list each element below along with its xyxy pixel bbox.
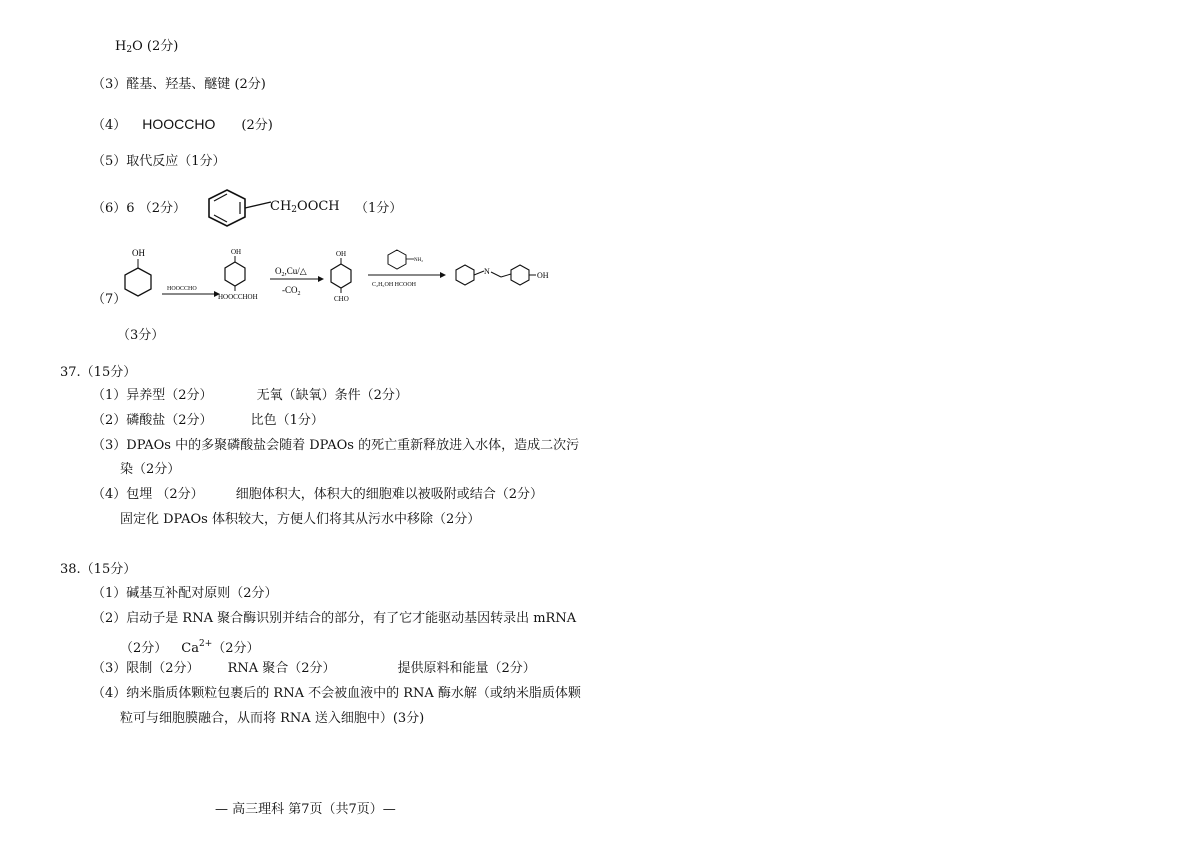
q36-part6 [92,200,186,218]
score: （1分） [355,201,403,216]
q37-part4 [92,486,543,504]
formula: HOOCCHO [142,116,216,132]
benzyl-formate-formula [270,198,340,219]
synthesis-route-diagram [110,244,580,314]
product2-cho-label: CHO [334,295,349,303]
part-number: （2） [92,611,127,626]
reagent2-below-sub: 2 [297,291,301,297]
q36-part5 [92,153,226,171]
formula-ch: CH [270,199,292,214]
q37-part3-cont [120,461,180,479]
product1-oh-label: OH [231,248,242,256]
q38-part2 [92,610,576,628]
answer-line1: 纳米脂质体颗粒包裹后的 RNA 不会被血液中的 RNA 酶水解（或纳米脂质体颗 [126,686,581,701]
q38-part4 [92,685,581,703]
part-number: （6） [92,201,127,216]
answer-text: 6 [126,201,135,216]
answer-a: 磷酸盐（2分） [126,413,213,428]
final-oh-label: OH [537,271,549,280]
answer-line2: 粒可与细胞膜融合，从而将 RNA 送入细胞中）(3分) [120,711,425,726]
q36-part4 [92,115,273,135]
formula-ooch: OOCH [297,199,340,214]
svg-text:O2,Cu/△ [275,266,307,278]
footer-text: — 高三理科 第7页（共7页）— [215,802,396,817]
water-o: O [132,39,143,54]
aniline-ring [388,250,406,269]
part-number: （2） [92,413,127,428]
answer-line2: 固定化 DPAOs 体积较大，方便人们将其从污水中移除（2分） [120,512,481,527]
part-number: （1） [92,388,127,403]
product1-ring [225,262,245,286]
question-number: 38.（15分） [60,562,137,577]
svg-text:-CO2 [282,285,301,297]
part-number: （4） [92,487,127,502]
conditions-label: C₂H₅OH HCOOH [372,282,417,288]
answer-a: 异养型（2分） [126,388,213,403]
question-number: 37.（15分） [60,365,137,380]
answer-text: 碱基互补配对原则（2分） [126,586,278,601]
formula-sub: 2 [291,205,298,215]
score: (2分) [241,118,273,133]
answer-text: 醛基、羟基、醚键 [126,77,231,92]
q37-part1 [92,387,408,405]
q38-part4-cont [120,710,424,728]
reagent2-o: O [275,266,282,276]
part-number: （4） [92,118,127,133]
product1-group-label: HOOCCHOH [218,293,258,301]
q37-part3 [92,437,579,455]
score: （2分） [212,641,260,656]
water-sub: 2 [126,45,133,55]
final-ring-left [456,265,474,285]
benzene-ring-structure [205,188,275,228]
q38-part1 [92,585,278,603]
water-line [115,38,178,59]
part-number: （7） [92,292,127,307]
q37-part4-cont [120,511,480,529]
calcium-symbol: Ca [181,641,199,656]
page-footer [215,801,396,819]
part-number: （4） [92,686,127,701]
score: （2分） [120,641,168,656]
q37-part2 [92,412,324,430]
answer-a: 限制（2分） [126,661,200,676]
phenol-ring [125,268,151,296]
q38-header [60,561,136,579]
reagent2-sub: 2 [281,272,285,278]
reagent2-below: -CO [282,285,298,295]
product2-oh-label: OH [336,250,347,258]
answer-b: 无氧（缺氧）条件（2分） [256,388,408,403]
q37-header [60,364,136,382]
water-score: (2分) [146,39,179,54]
score: （2分） [138,201,186,216]
q36-part6-score2 [355,200,402,218]
product2-ring [331,264,351,288]
final-n-label: N [484,267,490,276]
q38-part3 [92,660,536,678]
part-number: （3） [92,438,127,453]
answer-line1: DPAOs 中的多聚磷酸盐会随着 DPAOs 的死亡重新释放进入水体，造成二次污 [126,438,580,453]
final-ring-right [511,265,529,285]
answer-b: 比色（1分） [250,413,324,428]
score: （3分） [117,328,165,343]
part-number: （5） [92,154,127,169]
answer-b: RNA 聚合（2分） [227,661,336,676]
water-h: H [115,39,127,54]
answer-line2: 染（2分） [120,462,181,477]
answer-c: 提供原料和能量（2分） [397,661,536,676]
answer-b: 细胞体积大，体积大的细胞难以被吸附或结合（2分） [235,487,543,502]
q36-part3 [92,76,266,94]
part-number: （3） [92,77,127,92]
calcium-charge: 2+ [198,639,213,649]
aniline-nh2-label: NH₂ [414,258,423,263]
score: (2分) [234,77,266,92]
answer-text: 取代反应（1分） [126,154,226,169]
part-number: （1） [92,586,127,601]
phenol-oh-label: OH [132,248,145,258]
q36-part7-score [117,327,164,345]
reagent2-rest: ,Cu/△ [284,266,307,276]
reagent1-label: HOOCCHO [167,286,197,292]
answer-line1: 启动子是 RNA 聚合酶识别并结合的部分，有了它才能驱动基因转录出 mRNA [126,611,577,626]
q38-part2-cont [120,635,260,658]
part-number: （3） [92,661,127,676]
answer-a: 包埋 （2分） [126,487,204,502]
